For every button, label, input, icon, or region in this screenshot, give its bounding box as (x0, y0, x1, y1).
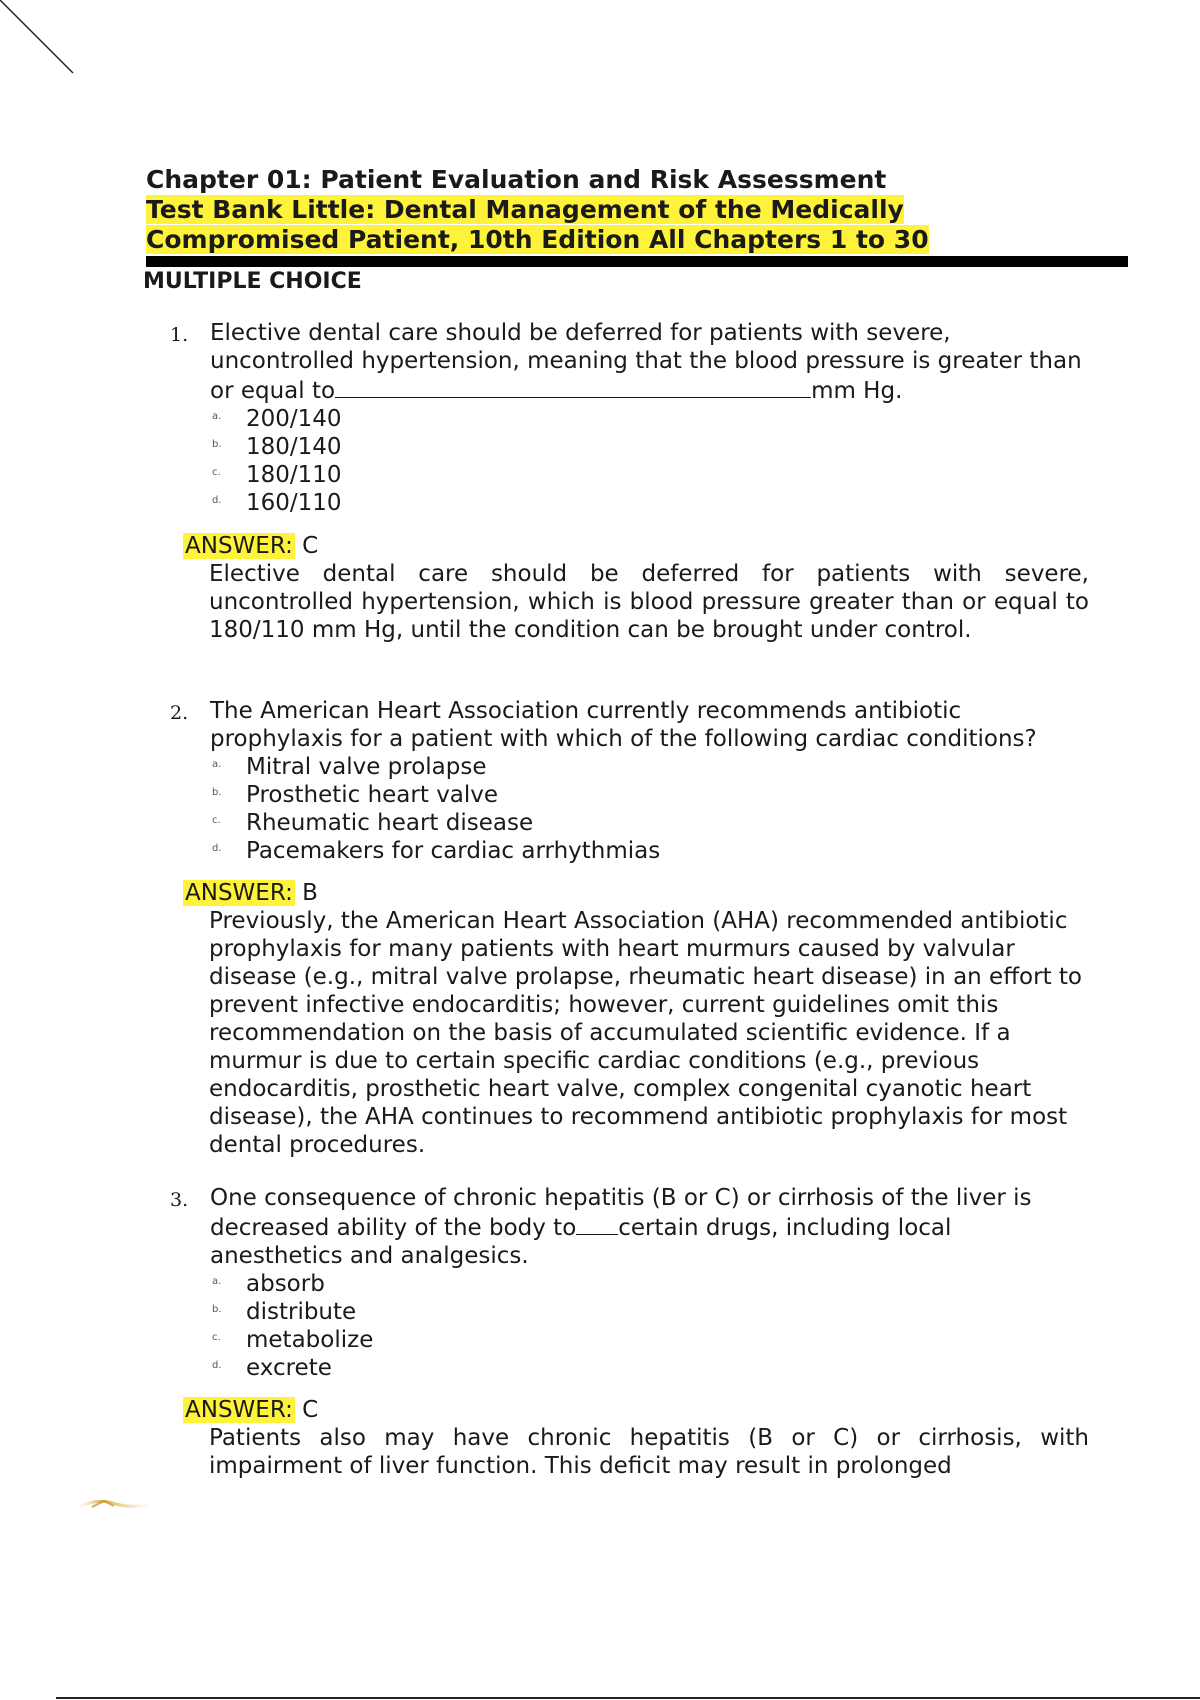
footer-rule (56, 1697, 1200, 1699)
choice-d (210, 1354, 1120, 1382)
choice-text: excrete (246, 1355, 332, 1381)
question-number: 2. (170, 702, 189, 724)
answer-choices (210, 1270, 1120, 1382)
answer-2 (183, 879, 1113, 1159)
question-text (210, 1184, 1090, 1270)
fill-in-blank (576, 1212, 618, 1235)
choice-letter: b. (212, 1304, 222, 1315)
choice-text: metabolize (246, 1327, 374, 1353)
answer-rationale: Patients also may have chronic hepatitis (B or C) or cirrhosis, with impairment of liver function. This deficit may result in prolonged (209, 1425, 1089, 1479)
question-stem-end: certain drugs, including local anesthetics and analgesics. (210, 1215, 952, 1269)
choice-text: Pacemakers for cardiac arrhythmias (246, 838, 661, 864)
choice-b (210, 433, 1120, 461)
answer-label: ANSWER: (185, 533, 293, 559)
answer-choices (210, 753, 1120, 865)
answer-1 (183, 532, 1113, 644)
choice-letter: d. (212, 495, 222, 506)
choice-d (210, 489, 1120, 517)
choice-text: 180/110 (246, 462, 342, 488)
choice-letter: a. (212, 1276, 222, 1287)
book-subtitle-line-1: Test Bank Little: Dental Management of the Medically (146, 195, 904, 224)
answer-rationale: Elective dental care should be deferred for patients with severe, uncontrolled hypertension, which is blood pressure greater than or equal to 180/110 mm Hg, until the condition can be brought under control. (209, 561, 1089, 643)
question-3 (170, 1184, 1120, 1382)
answer-value: B (302, 880, 318, 906)
watermark-logo (70, 1492, 170, 1514)
choice-letter: d. (212, 843, 222, 854)
choice-text: 200/140 (246, 406, 342, 432)
header-rule (146, 256, 1128, 267)
choice-text: distribute (246, 1299, 357, 1325)
section-heading: MULTIPLE CHOICE (143, 269, 362, 294)
choice-text: Mitral valve prolapse (246, 754, 487, 780)
choice-text: absorb (246, 1271, 325, 1297)
answer-value: C (302, 1397, 319, 1423)
choice-a (210, 753, 1120, 781)
choice-d (210, 837, 1120, 865)
answer-choices (210, 405, 1120, 517)
choice-a (210, 405, 1120, 433)
chapter-title: Chapter 01: Patient Evaluation and Risk Assessment (146, 165, 887, 194)
choice-text: 180/140 (246, 434, 342, 460)
question-number: 1. (170, 324, 189, 346)
question-stem: One consequence of chronic hepatitis (B or C) or cirrhosis of the liver is decreased ability of the body to (210, 1185, 1032, 1241)
choice-b (210, 1298, 1120, 1326)
choice-text: Rheumatic heart disease (246, 810, 534, 836)
question-stem-end: mm Hg. (811, 378, 903, 404)
choice-letter: c. (212, 467, 221, 478)
choice-letter: b. (212, 787, 222, 798)
choice-c (210, 809, 1120, 837)
choice-text: 160/110 (246, 490, 342, 516)
choice-letter: d. (212, 1360, 222, 1371)
corner-fold-line (0, 0, 80, 80)
choice-a (210, 1270, 1120, 1298)
question-text: The American Heart Association currently recommends antibiotic prophylaxis for a patient with which of the following cardiac conditions? (210, 698, 1037, 752)
answer-value: C (302, 533, 319, 559)
document-header (146, 165, 1128, 255)
choice-b (210, 781, 1120, 809)
choice-letter: c. (212, 815, 221, 826)
question-2 (170, 697, 1120, 865)
choice-c (210, 461, 1120, 489)
answer-label: ANSWER: (185, 1397, 293, 1423)
question-number: 3. (170, 1189, 189, 1211)
book-subtitle-line-2: Compromised Patient, 10th Edition All Chapters 1 to 30 (146, 225, 929, 254)
question-1 (170, 319, 1120, 517)
choice-text: Prosthetic heart valve (246, 782, 499, 808)
answer-label: ANSWER: (185, 880, 293, 906)
answer-rationale: Previously, the American Heart Association (AHA) recommended antibiotic prophylaxis for many patients with heart murmurs caused by valvular disease (e.g., mitral valve prolapse, rheumatic heart disease) in an effort to prevent infective endocarditis; however, current guidelines omit this recommendation on the basis of accumulated scientific evidence. If a murmur is due to certain specific cardiac conditions (e.g., previous endocarditis, prosthetic heart valve, complex congenital cyanotic heart disease), the AHA continues to recommend antibiotic prophylaxis for most dental procedures. (209, 908, 1082, 1158)
choice-letter: a. (212, 759, 222, 770)
choice-letter: c. (212, 1332, 221, 1343)
choice-letter: b. (212, 439, 222, 450)
choice-c (210, 1326, 1120, 1354)
answer-3 (183, 1396, 1113, 1480)
question-stem: Elective dental care should be deferred for patients with severe, uncontrolled hypertension, meaning that the blood pressure is greater than or equal to (210, 320, 1082, 404)
fill-in-blank (335, 375, 811, 398)
choice-letter: a. (212, 411, 222, 422)
question-text (210, 319, 1090, 405)
